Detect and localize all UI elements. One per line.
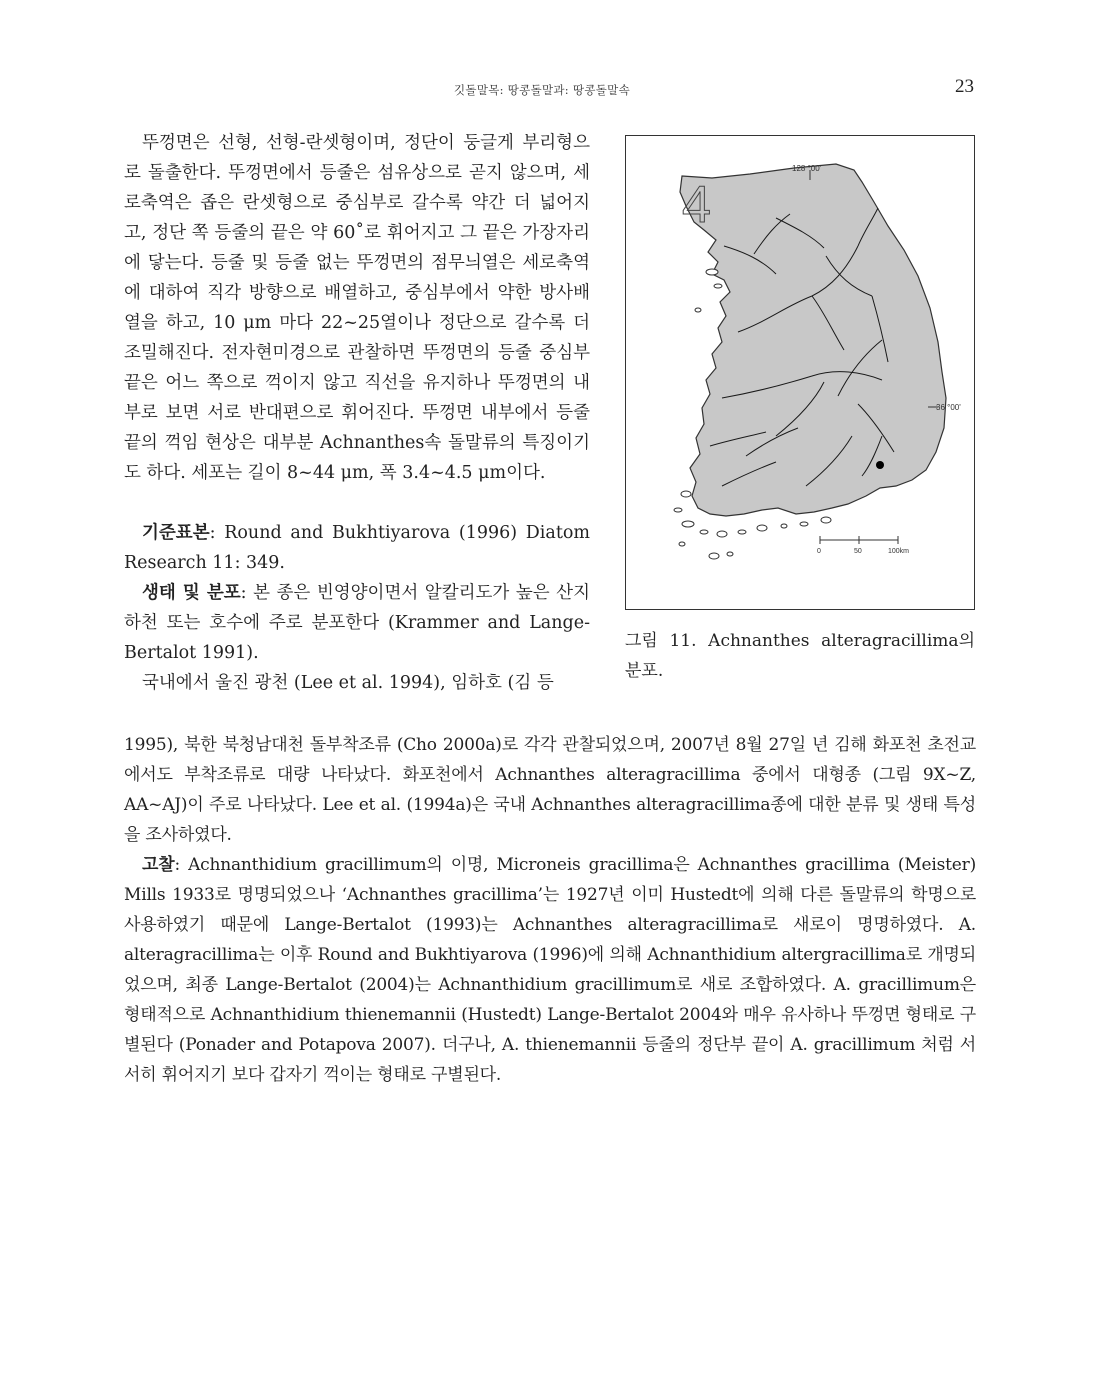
full-width-text [124,700,976,1090]
sampling-site-marker [876,461,884,469]
region-number: 4 [682,176,711,234]
distribution-map-frame [625,135,975,610]
domestic-paragraph-head: 국내에서 울진 광천 (Lee et al. 1994), 임하호 (김 등 [142,673,554,693]
description-paragraph: 뚜껑면은 선형, 선형-란셋형이며, 정단이 둥글게 부리형으로 돌출한다. 뚜껑면에서 등줄은 섬유상으로 곧지 않으며, 세로축역은 좁은 란셋형으로 중심부로 갈수록 약간 더 넓어지고, 정단 쪽 등줄의 끝은 약 60˚로 휘어지고 그 끝은 가장자리에 닿는다. 등줄 및 등줄 없는 뚜껑면의 점무늬열은 세로축역에 대하여 직각 방향으로 배열하고, 중심부에서 약한 방사배열을 하고, 10 μm 마다 22~25열이나 정단으로 갈수록 더 조밀해진다. 전자현미경으로 관찰하면 뚜껑면의 등줄 중심부 끝은 어느 쪽으로 꺽이지 않고 직선을 유지하나 뚜껑면의 내부로 보면 서로 반대편으로 휘어진다. 뚜껑면 내부에서 등줄 끝의 꺽임 현상은 대부분 Achnanthes속 돌말류의 특징이기도 하다. 세포는 길이 8~44 μm, 폭 3.4~4.5 μm이다. [124,133,590,483]
domestic-paragraph-tail: 1995), 북한 북청남대천 돌부착조류 (Cho 2000a)로 각각 관찰되었으며, 2007년 8월 27일 년 김해 화포천 초전교에서도 부착조류로 대량 나타났다. 화포천에서 Achnanthes alteragracillima 중에서 대형종 (그림 9X~Z, AA~AJ)이 주로 나타났다. Lee et al. (1994a)은 국내 Achnanthes alteragracillima종에 대한 분류 및 생태 특성을 조사하였다. [124,735,976,845]
scale-label-50: 50 [854,548,862,555]
scale-label-0: 0 [817,548,821,555]
korea-distribution-map [626,136,974,609]
discussion-label: 고찰 [142,855,175,875]
type-specimen-text: : Round and Bukhtiyarova (1996) Diatom Research 11: 349. [124,523,590,573]
land-outline [680,164,946,516]
figure-caption: 그림 11. Achnanthes alteragracillima의 분포. [625,631,975,681]
running-title: 깃돌말목: 땅콩돌말과: 땅콩돌말속 [454,83,630,97]
discussion-text: : Achnanthidium gracillimum의 이명, Microneis gracillima은 Achnanthes gracillima (Meister) Mills 1933로 명명되었으나 ‘Achnanthes gracillima’는 1927년 이미 Hustedt에 의해 다른 돌말류의 학명으로 사용하였기 때문에 Lange-Bertalot (1993)는 Achnanthes alteragracillima로 새로이 명명하였다. A. alteragracillima는 이후 Round and Bukhtiyarova (1996)에 의해 Achnanthidium altergracillima로 개명되었으며, 최종 Lange-Bertalot (2004)는 Achnanthidium gracillimum로 새로 조합하였다. A. gracillimum은 형태적으로 Achnanthidium thienemannii (Hustedt) Lange-Bertalot 2004와 매우 유사하나 뚜껑면 형태로 구별된다 (Ponader and Potapova 2007). 더구나, A. thienemannii 등줄의 정단부 끝이 A. gracillimum 처럼 서서히 휘어지기 보다 갑자기 꺽이는 형태로 구별된다. [124,855,976,1085]
left-column [124,128,590,698]
type-specimen-paragraph [124,518,590,578]
scale-label-100: 100km [888,548,910,555]
discussion-paragraph [124,850,976,1090]
longitude-label: 128 °00' [792,164,822,173]
ecology-text: : 본 종은 빈영양이면서 알칼리도가 높은 산지 하천 또는 호수에 주로 분포한다 (Krammer and Lange-Bertalot 1991). [124,583,590,663]
type-specimen-label: 기준표본 [142,523,210,543]
scale-bar [820,536,898,544]
running-header [124,76,974,100]
latitude-label: 36 °00' [936,403,961,412]
figure-column [625,135,975,686]
ecology-paragraph [124,578,590,668]
ecology-label: 생태 및 분포 [142,583,241,603]
page-number: 23 [955,76,974,97]
